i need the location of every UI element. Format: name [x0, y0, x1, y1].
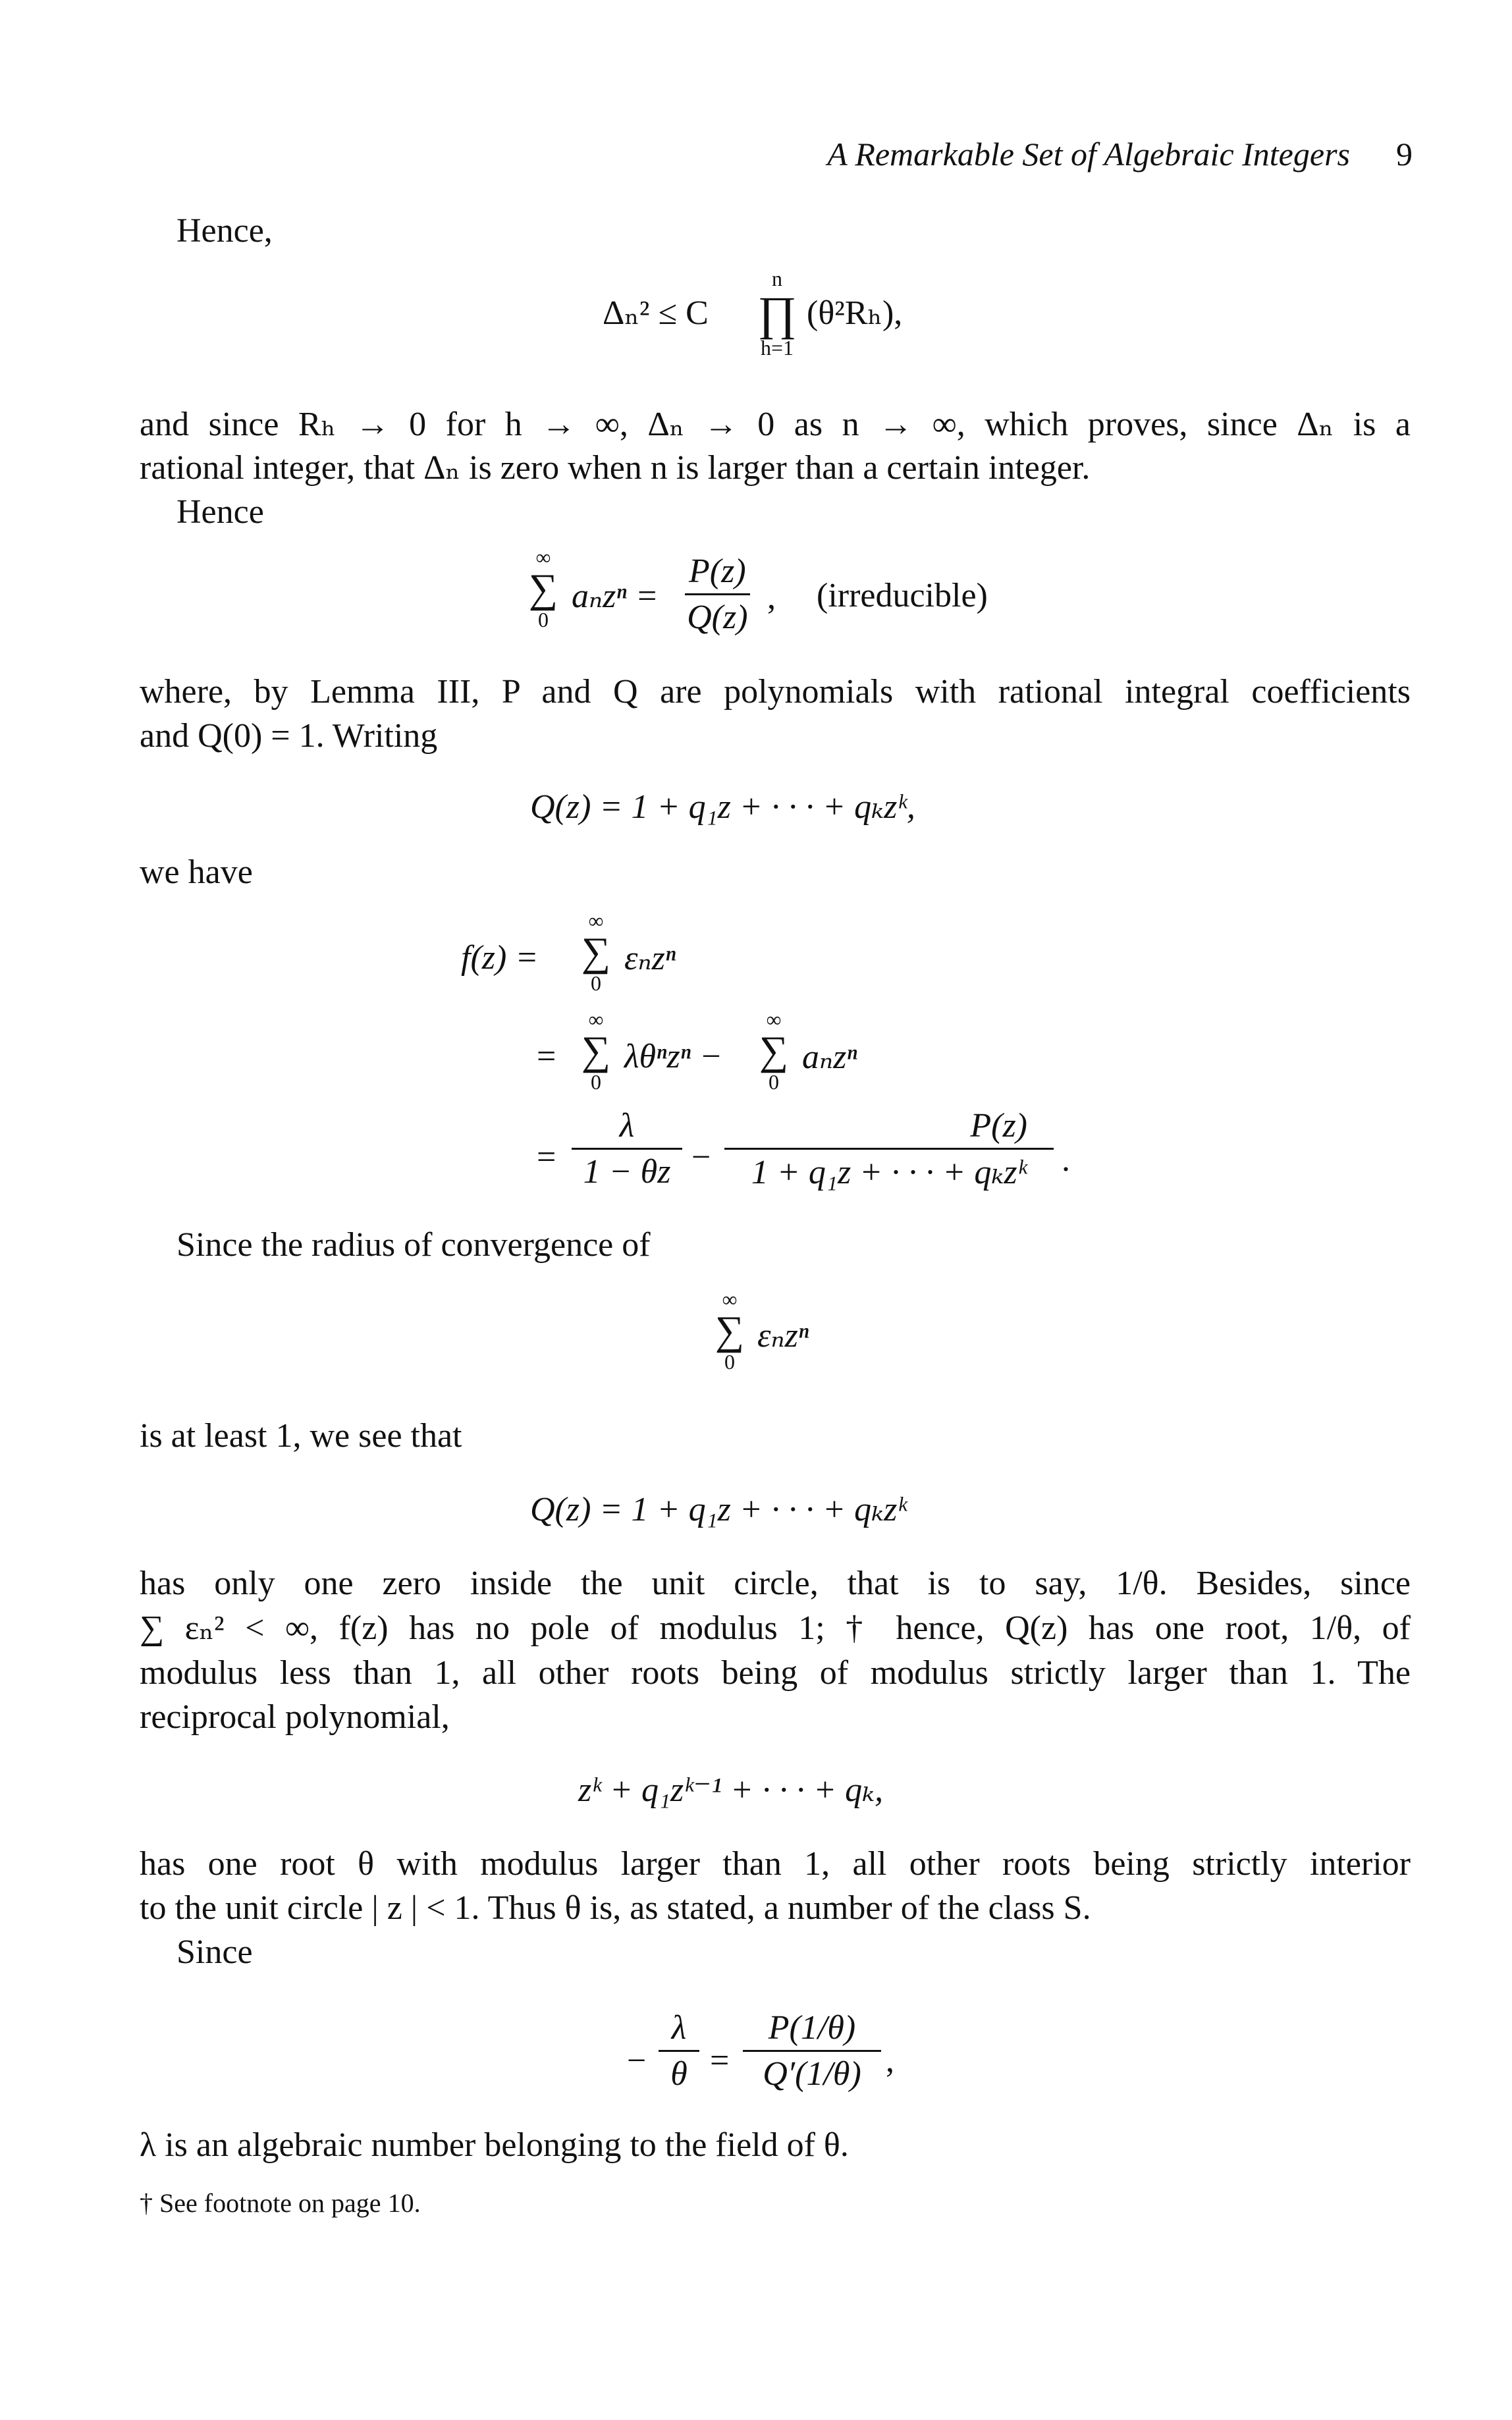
- sum-upper-limit: ∞: [588, 1008, 604, 1031]
- equation-4-fraction-1: [572, 1106, 682, 1191]
- fraction-numerator: λ: [572, 1106, 682, 1150]
- footnote: † See footnote on page 10.: [140, 2188, 421, 2218]
- sum-upper-limit: ∞: [722, 1287, 738, 1311]
- equation-4-line-2-term-2: aₙzⁿ: [802, 1038, 857, 1076]
- paragraph-4-line-1: has one root θ with modulus larger than 1, all other roots being strictly interior: [140, 1845, 1411, 1883]
- equation-5-sum: [710, 1287, 749, 1374]
- fraction-denominator: θ: [670, 2055, 688, 2093]
- equation-4-period: .: [1062, 1141, 1070, 1179]
- equation-2-term: aₙzⁿ =: [572, 578, 659, 615]
- sum-upper-limit: ∞: [535, 545, 551, 569]
- equation-3: Q(z) = 1 + q₁z + · · · + qₖzᵏ,: [530, 788, 915, 826]
- sum-symbol: ∑: [581, 1029, 611, 1073]
- running-title: A Remarkable Set of Algebraic Integers: [827, 136, 1350, 173]
- equation-7: zᵏ + q₁zᵏ⁻¹ + · · · + qₖ,: [578, 1771, 884, 1809]
- equation-8-comma: ,: [886, 2042, 894, 2080]
- sum-lower-limit: 0: [591, 971, 601, 995]
- product-symbol: ∏: [757, 287, 797, 340]
- since: Since: [176, 1933, 253, 1971]
- product-lower-limit: h=1: [760, 336, 794, 360]
- fraction-denominator: 1 − θz: [583, 1153, 671, 1191]
- hence-comma: Hence,: [176, 212, 273, 250]
- equation-2-note: (irreducible): [817, 577, 988, 614]
- fraction-numerator: P(1/θ): [743, 2008, 881, 2052]
- equation-1-lhs: Δₙ² ≤ C: [603, 294, 709, 332]
- sum-lower-limit: 0: [591, 1070, 601, 1094]
- sum-symbol: ∑: [528, 566, 558, 611]
- equation-4-fraction-2: [724, 1106, 1054, 1192]
- paragraph-3-line-2: ∑ εₙ² < ∞, f(z) has no pole of modulus 1; † hence, Q(z) has one root, 1/θ, of: [140, 1609, 1411, 1647]
- equation-2-fraction: [685, 552, 750, 637]
- sum-lower-limit: 0: [538, 608, 549, 632]
- equation-5-term: εₙzⁿ: [757, 1317, 809, 1355]
- paragraph-1-line-1: and since Rₕ → 0 for h → ∞, Δₙ → 0 as n → ∞, which proves, since Δₙ is a: [140, 406, 1411, 443]
- product-upper-limit: n: [772, 267, 782, 290]
- sum-upper-limit: ∞: [766, 1008, 782, 1031]
- hence: Hence: [176, 493, 264, 531]
- paragraph-3-line-4: reciprocal polynomial,: [140, 1698, 450, 1736]
- equation-4-line-1-term: εₙzⁿ: [624, 940, 676, 977]
- sum-symbol: ∑: [759, 1029, 789, 1073]
- paragraph-2-line-1: where, by Lemma III, P and Q are polynomials with rational integral coefficients: [140, 673, 1411, 711]
- last-line: λ is an algebraic number belonging to the field of θ.: [140, 2126, 849, 2164]
- equation-4-sum-1: [576, 909, 616, 996]
- sum-upper-limit: ∞: [588, 909, 604, 932]
- paragraph-4-line-2: to the unit circle | z | < 1. Thus θ is, as stated, a number of the class S.: [140, 1889, 1091, 1927]
- fraction-denominator: Q(z): [687, 599, 748, 636]
- equation-6: Q(z) = 1 + q₁z + · · · + qₖzᵏ: [530, 1491, 907, 1528]
- equation-4-sum-3: [754, 1008, 794, 1094]
- equation-4-line-1-lhs: f(z) =: [461, 939, 539, 977]
- equation-4-line-2-equals: =: [537, 1038, 556, 1075]
- equation-8-fraction-2: [743, 2008, 881, 2093]
- equation-4-minus: −: [691, 1139, 711, 1176]
- fraction-denominator: 1 + q₁z + · · · + qₖzᵏ: [751, 1154, 1027, 1191]
- sum-lower-limit: 0: [769, 1070, 779, 1094]
- fraction-numerator: P(z): [724, 1106, 1054, 1150]
- paragraph-2-line-2: and Q(0) = 1. Writing: [140, 717, 438, 755]
- equation-8-fraction-1: [659, 2008, 699, 2093]
- is-at-least: is at least 1, we see that: [140, 1417, 462, 1455]
- equation-8-minus: −: [627, 2042, 647, 2080]
- equation-4-line-3-equals: =: [537, 1139, 556, 1176]
- sum-symbol: ∑: [715, 1308, 745, 1353]
- equation-8-equals: =: [710, 2042, 730, 2080]
- equation-2-sum: [524, 545, 563, 632]
- fraction-denominator: Q′(1/θ): [763, 2055, 861, 2093]
- paragraph-3-line-1: has only one zero inside the unit circle, that is to say, 1/θ. Besides, since: [140, 1565, 1411, 1602]
- sum-symbol: ∑: [581, 930, 611, 975]
- fraction-numerator: P(z): [685, 552, 750, 595]
- we-have: we have: [140, 853, 253, 891]
- running-header: [744, 135, 1413, 181]
- equation-2-comma: ,: [767, 579, 776, 616]
- equation-1-product: [757, 267, 797, 360]
- page-number: 9: [1396, 136, 1413, 173]
- equation-4-line-2-term-1: λθⁿzⁿ −: [624, 1038, 723, 1075]
- equation-1-body: (θ²Rₕ),: [807, 294, 903, 332]
- paragraph-1-line-2: rational integer, that Δₙ is zero when n is larger than a certain integer.: [140, 449, 1091, 487]
- sum-lower-limit: 0: [724, 1350, 735, 1374]
- since-radius: Since the radius of convergence of: [176, 1226, 651, 1264]
- equation-4-sum-2: [576, 1008, 616, 1094]
- paragraph-3-line-3: modulus less than 1, all other roots being of modulus strictly larger than 1. The: [140, 1654, 1411, 1692]
- fraction-numerator: λ: [659, 2008, 699, 2052]
